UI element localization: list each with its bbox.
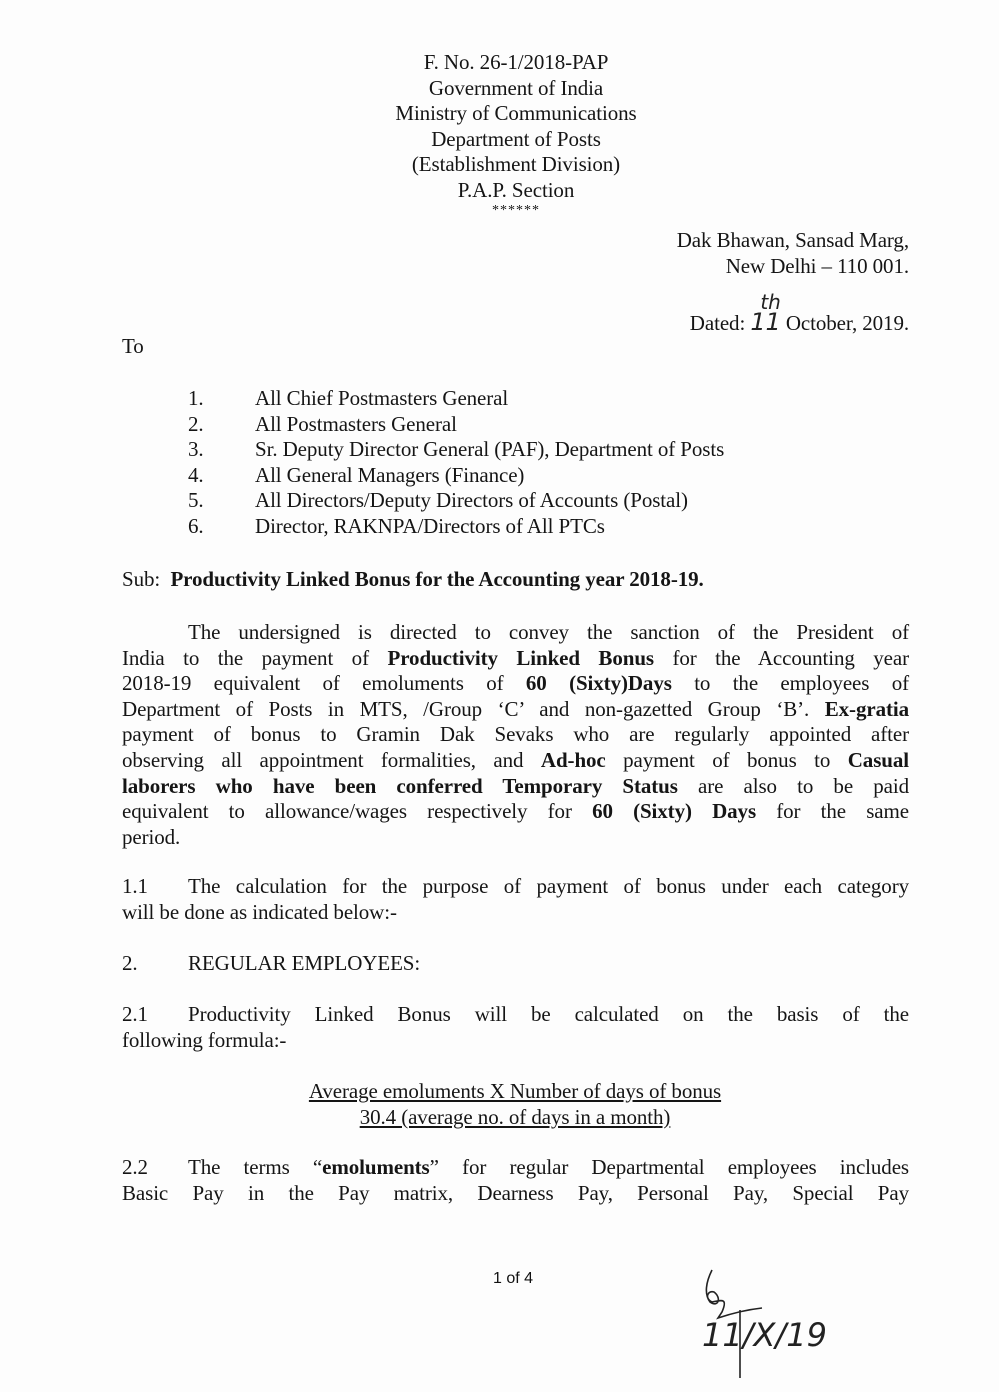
text-run: observing all appointment formalities, and <box>122 747 541 772</box>
bold-run: laborers who have been conferred Temporary Status <box>122 773 678 798</box>
section-number: 2.1 <box>122 1002 148 1026</box>
sanction-paragraph <box>122 620 909 850</box>
list-item <box>188 463 888 489</box>
header-government: Government of India <box>428 75 604 100</box>
paragraph-line <box>122 646 909 672</box>
list-item-text: All Postmasters General <box>255 411 457 436</box>
list-item <box>188 437 888 463</box>
text-run: Department of Posts in MTS, /Group ‘C’ and non-gazetted Group ‘B’. <box>122 696 825 721</box>
text-run: to the employees of <box>671 671 910 696</box>
list-item-number: 2. <box>188 411 204 436</box>
bold-run: Casual <box>847 747 909 772</box>
list-item <box>188 412 888 438</box>
bold-run: Ad-hoc <box>540 747 606 772</box>
text-run: Productivity Linked Bonus will be calculated on the basis of the <box>188 1002 909 1026</box>
paragraph-line <box>122 799 909 825</box>
handwritten-day <box>750 290 781 336</box>
to-label: To <box>122 334 144 358</box>
section-number: 2. <box>122 951 138 975</box>
text-run: for the same <box>756 799 909 824</box>
header-separator: ****** <box>492 202 540 218</box>
list-item-number: 4. <box>188 462 204 487</box>
section-number: 2.2 <box>122 1155 148 1179</box>
recipient-list <box>188 386 888 540</box>
section-title: REGULAR EMPLOYEES: <box>188 951 421 975</box>
letter-header <box>300 50 732 229</box>
text-run: India to the payment of <box>122 645 388 670</box>
sender-address <box>677 228 909 279</box>
file-number: F. No. 26-1/2018-PAP <box>423 50 609 74</box>
subject-line <box>122 567 704 593</box>
header-ministry: Ministry of Communications <box>395 101 637 126</box>
paragraph-line <box>122 748 909 774</box>
list-item-text: All General Managers (Finance) <box>255 462 525 487</box>
bold-run: 60 (Sixty)Days <box>525 671 672 696</box>
text-run: The terms “ <box>188 1155 323 1179</box>
paragraph-line: period. <box>122 824 181 849</box>
paragraph-line: The undersigned is directed to convey the sanction of the President of <box>188 620 909 644</box>
page-indicator: 1 of 4 <box>493 1270 534 1287</box>
list-item-number: 1. <box>188 386 204 410</box>
list-item-text: All Chief Postmasters General <box>255 386 509 410</box>
text-run: payment of bonus to <box>605 747 848 772</box>
section-1-1 <box>122 874 909 925</box>
section-2-heading <box>122 951 909 977</box>
section-number: 1.1 <box>122 874 148 898</box>
list-item-number: 5. <box>188 488 204 513</box>
list-item-text: Sr. Deputy Director General (PAF), Department of Posts <box>255 437 725 462</box>
list-item-number: 3. <box>188 437 204 462</box>
subject-text: Productivity Linked Bonus for the Accounting year 2018-19. <box>170 567 704 591</box>
heading-line <box>122 951 909 977</box>
subject-label: Sub: <box>122 567 161 591</box>
text-run: The calculation for the purpose of payment of bonus under each category <box>188 874 909 898</box>
bold-run: Productivity Linked Bonus <box>387 645 654 670</box>
address-line-1: Dak Bhawan, Sansad Marg, <box>676 228 909 252</box>
list-item-number: 6. <box>188 513 204 538</box>
paragraph-line <box>122 697 909 723</box>
list-item-text: All Directors/Deputy Directors of Accounts (Postal) <box>255 488 688 513</box>
paragraph-line <box>122 1155 909 1181</box>
header-division: (Establishment Division) <box>411 152 621 177</box>
paragraph-line: following formula:- <box>122 1027 287 1052</box>
formula-numerator: Average emoluments X Number of days of bonus <box>308 1079 722 1103</box>
date-rest: October, 2019. <box>785 311 909 335</box>
date-line <box>689 290 909 337</box>
text-run: are also to be paid <box>677 773 909 798</box>
list-item <box>188 488 888 514</box>
paragraph-line <box>122 774 909 800</box>
date-label: Dated: <box>689 311 746 335</box>
formula-denominator: 30.4 (average no. of days in a month) <box>359 1104 671 1129</box>
bold-run: emoluments <box>322 1155 430 1179</box>
handwritten-day-number: 11 <box>750 308 781 336</box>
header-section: P.A.P. Section <box>457 177 575 202</box>
text-run: equivalent to allowance/wages respectively for <box>122 799 593 824</box>
paragraph-line <box>122 671 909 697</box>
text-run: for the Accounting year <box>653 645 910 670</box>
handwritten-day-suffix: th <box>760 290 781 314</box>
bold-run: Ex-gratia <box>824 696 909 721</box>
paragraph-line <box>122 1002 909 1028</box>
paragraph-line: Basic Pay in the Pay matrix, Dearness Pay, Personal Pay, Special Pay <box>122 1180 909 1205</box>
bold-run: 60 (Sixty) Days <box>592 799 757 824</box>
text-run: ” for regular Departmental employees includes <box>429 1155 909 1179</box>
paragraph-line: will be done as indicated below:- <box>122 899 397 924</box>
section-2-1 <box>122 1002 909 1053</box>
text-run: 2018-19 equivalent of emoluments of <box>122 671 526 696</box>
list-item-text: Director, RAKNPA/Directors of All PTCs <box>255 513 605 538</box>
section-2-2 <box>122 1155 909 1206</box>
list-item <box>188 386 888 412</box>
address-line-2: New Delhi – 110 001. <box>725 253 909 278</box>
signature <box>700 1268 840 1382</box>
paragraph-line <box>122 874 909 900</box>
header-department: Department of Posts <box>431 126 601 151</box>
bonus-formula <box>0 1079 999 1130</box>
signature-date: 11/X/19 <box>702 1316 827 1354</box>
paragraph-line: payment of bonus to Gramin Dak Sevaks who are regularly appointed after <box>122 722 909 747</box>
list-item <box>188 514 888 540</box>
